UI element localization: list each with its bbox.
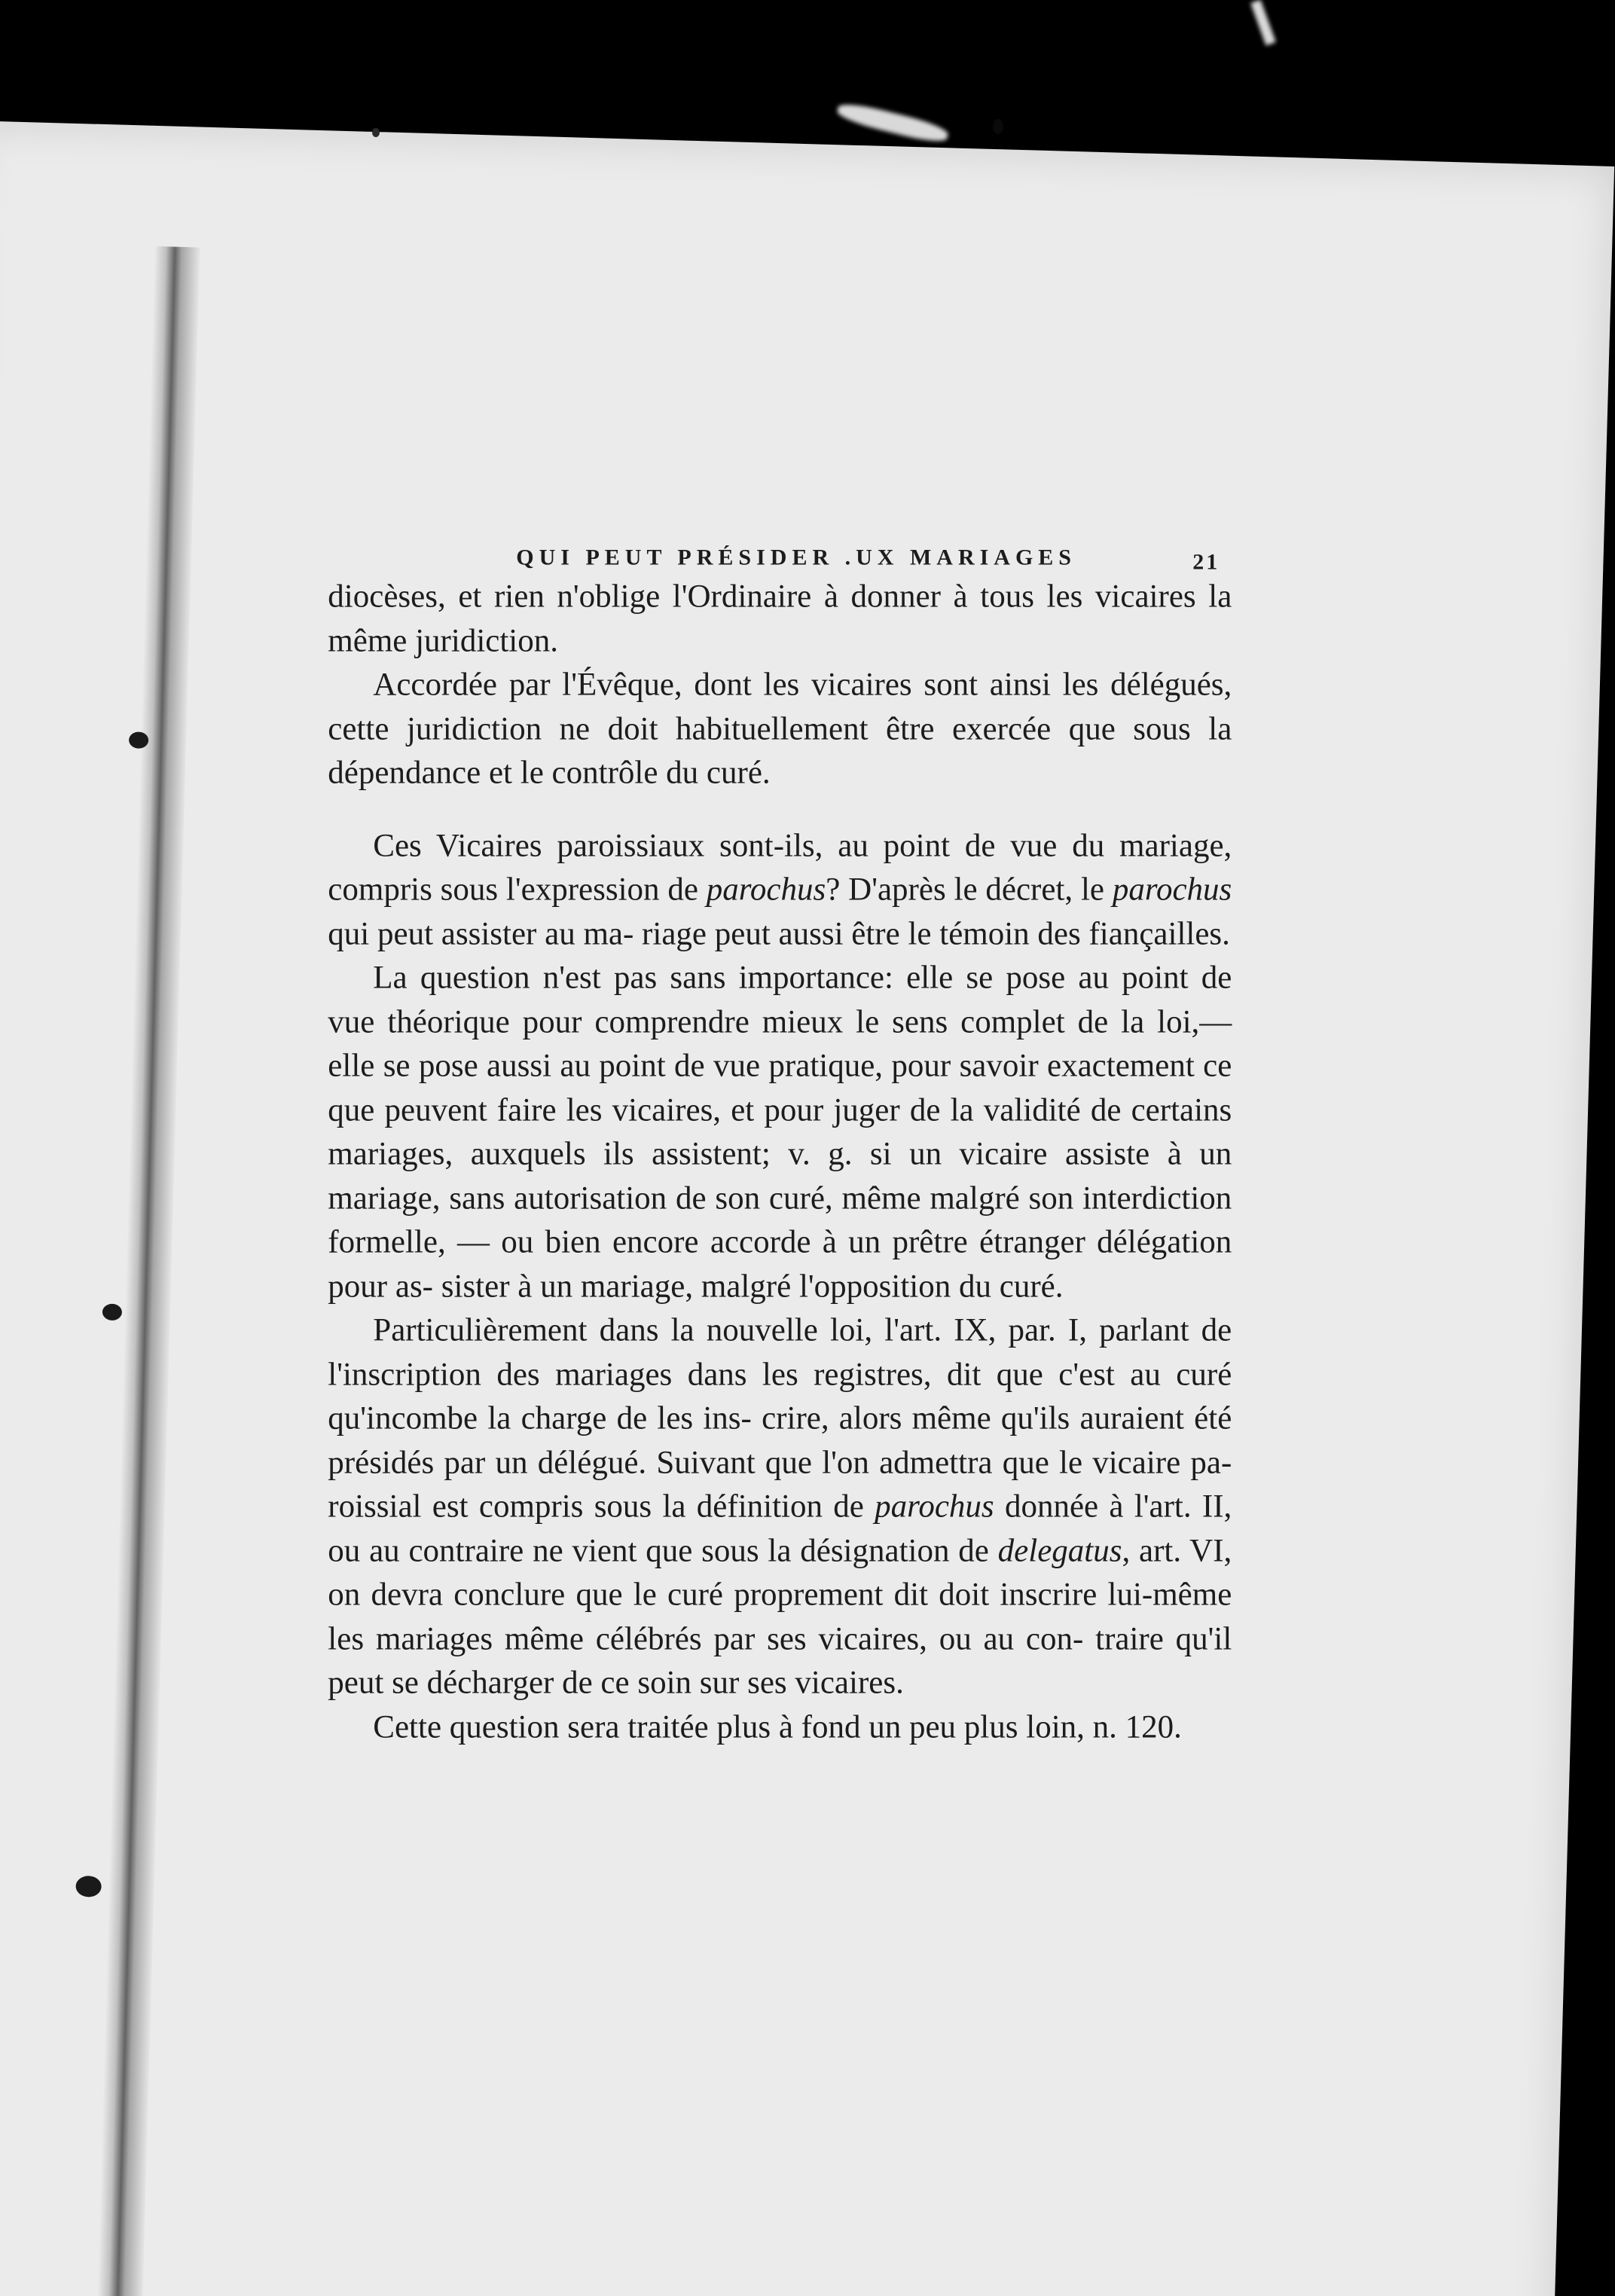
text-line: crire, alors même qu'ils auraient été présidés par un: [328, 1400, 1232, 1480]
text-line: délégué. Suivant que l'on admettra que le vicaire pa-: [537, 1444, 1232, 1480]
text-line: au point de vue théorique pour comprendre mieux le: [328, 960, 1232, 1040]
text-line: encore accorde à un prêtre étranger délégation pour as-: [328, 1224, 1232, 1304]
text-line: parlant de l'inscription des mariages dans les registres,: [328, 1312, 1232, 1392]
paragraph: [328, 824, 1232, 957]
text-line: vicaires la même juridiction.: [328, 579, 1232, 658]
paragraph: [328, 956, 1232, 1308]
text-line: dit que c'est au curé qu'incombe la charge de les ins-: [328, 1356, 1232, 1437]
text-line: donnée à l'art. II, ou au contraire ne vient que sous la: [328, 1488, 1232, 1568]
paragraph: [328, 1705, 1232, 1750]
text-line: curé.: [706, 755, 771, 791]
text-line: que le curé proprement dit doit inscrire lui-même les: [328, 1577, 1232, 1656]
text-line: roissial est compris sous la définition de parochus: [328, 1488, 994, 1525]
text-line: sister à un mariage, malgré l'opposition du curé.: [441, 1268, 1064, 1304]
text-line: riage peut aussi être le témoin des fiançailles.: [642, 915, 1230, 951]
text-line: loin, n. 120.: [1026, 1708, 1182, 1745]
text-line: mariages même célébrés par ses vicaires, ou au con-: [375, 1620, 1096, 1656]
text-line: mariage, compris sous l'expression de parochus?: [328, 827, 1232, 908]
text-line: Particulièrement dans la nouvelle loi, l'art. IX, par. I,: [373, 1312, 1100, 1348]
text-line: sens complet de la loi,— elle se pose aussi au point de: [328, 1003, 1232, 1084]
text-line: faire les vicaires, et pour juger de la validité de certains: [496, 1092, 1232, 1128]
film-speck: [993, 119, 1003, 134]
page-number: 21: [1192, 549, 1220, 575]
text-line: mariages, auxquels ils assistent; v. g. si un vicaire: [328, 1136, 1065, 1172]
text-line: diocèses, et rien n'oblige l'Ordinaire à donner à tous les: [328, 579, 1095, 615]
film-speck: [372, 128, 380, 137]
book-page: [0, 121, 1614, 2296]
paragraph: [328, 1308, 1232, 1705]
running-head: [328, 522, 1232, 575]
paragraph: [328, 575, 1232, 663]
text-line: même malgré son interdiction formelle, — ou bien: [328, 1180, 1232, 1260]
text-line: assiste à un mariage, sans autorisation de son curé,: [328, 1136, 1232, 1216]
text-line: les délégués, cette juridiction ne doit habituellement: [328, 667, 1232, 747]
text-line: être exercée que sous la dépendance et le contrôle du: [328, 710, 1232, 791]
paragraph: [328, 663, 1232, 795]
text-line: traire qu'il peut se décharger de ce soin sur ses vicaires.: [328, 1620, 1232, 1701]
text-line: désignation de delegatus, art. VI, on devra conclure: [328, 1532, 1232, 1613]
text-line: D'après le décret, le parochus qui peut assister au ma-: [328, 872, 1232, 951]
text-line: vue pratique, pour savoir exactement ce que peuvent: [328, 1048, 1232, 1128]
binding-mark: [75, 1876, 102, 1898]
text-line: Cette question sera traitée plus à fond un peu plus: [373, 1708, 1027, 1745]
page-binding: [93, 246, 200, 2296]
body-text: [328, 575, 1232, 1749]
text-line: Ces Vicaires paroissiaux sont-ils, au point de vue du: [373, 827, 1120, 863]
text-line: La question n'est pas sans importance: elle se pose: [373, 960, 1079, 996]
page-text: [328, 522, 1232, 1749]
text-line: Accordée par l'Évêque, dont les vicaires sont ainsi: [373, 667, 1063, 703]
running-head-title: QUI PEUT PRÉSIDER .UX MARIAGES: [516, 545, 1076, 570]
binding-mark: [102, 1304, 123, 1321]
